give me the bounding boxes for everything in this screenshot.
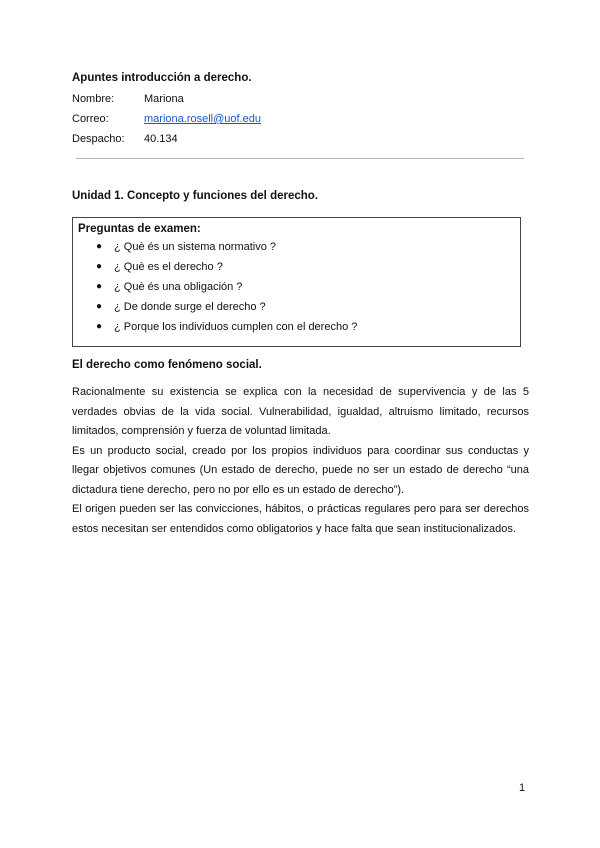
question-text: ¿ Porque los individuos cumplen con el derecho ? (114, 321, 358, 333)
list-item (78, 300, 520, 320)
bullet-icon: ● (96, 301, 103, 312)
paragraph: El origen pueden ser las convicciones, hábitos, o prácticas regulares pero para ser derechos estos necesitan ser entendidos como obligatorios y hace falta que sean institucionalizados. (72, 503, 529, 535)
name-label: Nombre: (72, 93, 115, 105)
bullet-icon: ● (96, 241, 103, 252)
body-text (72, 383, 529, 539)
name-value: Mariona (144, 93, 184, 105)
list-item (78, 240, 520, 260)
bullet-icon: ● (96, 261, 103, 272)
question-text: ¿ De donde surge el derecho ? (114, 301, 266, 313)
exam-heading: Preguntas de examen: (78, 223, 201, 235)
list-item (78, 280, 520, 300)
question-text: ¿ Què és una obligación ? (114, 281, 243, 293)
exam-question-list (78, 240, 520, 340)
office-label: Despacho: (72, 133, 125, 145)
question-text: ¿ Què és un sistema normativo ? (114, 241, 277, 253)
email-link[interactable]: mariona.rosell@uof.edu (144, 113, 261, 125)
paragraph: Es un producto social, creado por los propios individuos para coordinar sus conductas y llegar objetivos comunes (Un estado de derecho, puede no ser un estado de derecho “una dictadura tiene derecho, pero no por ello es un estado de derecho”). (72, 444, 529, 496)
document-title: Apuntes introducción a derecho. (72, 72, 252, 84)
page-number: 1 (519, 782, 526, 794)
list-item (78, 320, 520, 340)
unit-title: Unidad 1. Concepto y funciones del derecho. (72, 190, 319, 202)
horizontal-divider (76, 158, 524, 159)
meta-row-name (72, 92, 261, 112)
meta-row-office (72, 132, 261, 152)
question-text: ¿ Què es el derecho ? (114, 261, 223, 273)
author-info (72, 92, 261, 152)
email-label: Correo: (72, 113, 109, 125)
meta-row-email (72, 112, 261, 132)
list-item (78, 260, 520, 280)
bullet-icon: ● (96, 321, 103, 332)
bullet-icon: ● (96, 281, 103, 292)
section-title: El derecho como fenómeno social. (72, 359, 262, 371)
office-value: 40.134 (144, 133, 178, 145)
paragraph: Racionalmente su existencia se explica con la necesidad de supervivencia y de las 5 verdades obvias de la vida social. Vulnerabilidad, igualdad, altruismo limitado, recursos limitados, comprensión y fuerza de voluntad limitada. (72, 386, 529, 437)
exam-questions-box (72, 217, 521, 347)
